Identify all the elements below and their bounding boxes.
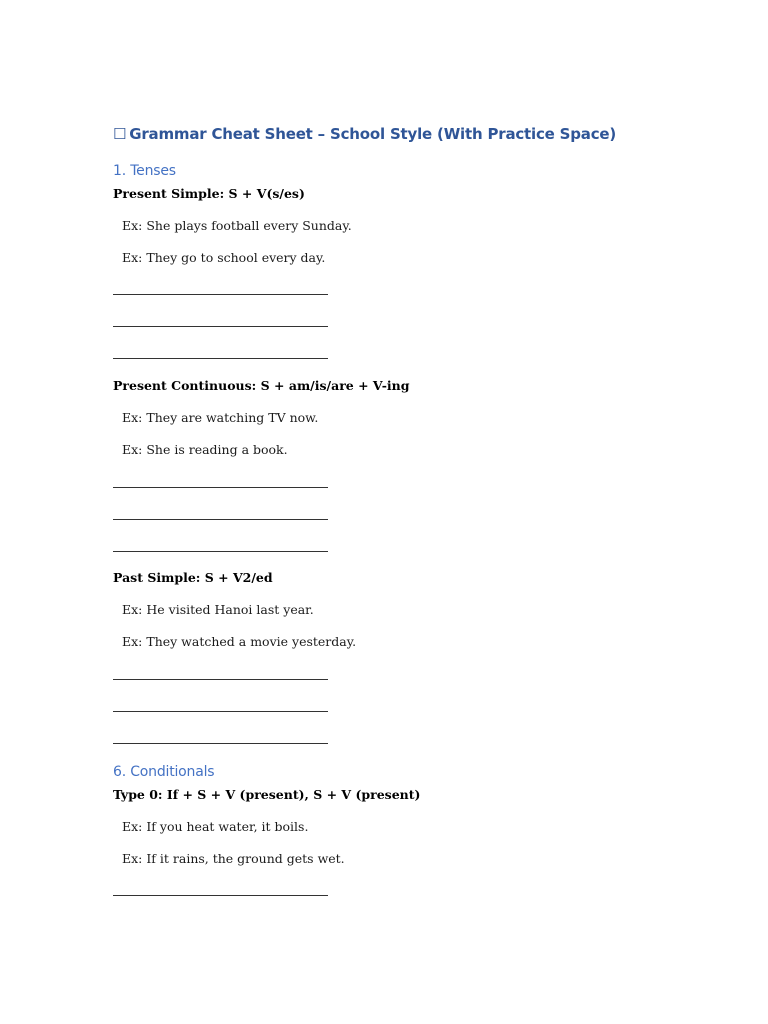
example-line: Ex: She plays football every Sunday. <box>122 218 352 233</box>
example-line: Ex: They are watching TV now. <box>122 410 319 425</box>
example-line: Ex: She is reading a book. <box>122 442 288 457</box>
example-line: Ex: They go to school every day. <box>122 250 326 265</box>
example-line: Ex: If you heat water, it boils. <box>122 819 309 834</box>
example-line: Ex: If it rains, the ground gets wet. <box>122 851 345 866</box>
section-heading-conditionals: 6. Conditionals <box>113 764 215 780</box>
practice-line[interactable] <box>113 358 328 359</box>
document-title-text: Grammar Cheat Sheet – School Style (With Practice Space) <box>129 125 617 143</box>
practice-line[interactable] <box>113 551 328 552</box>
practice-line[interactable] <box>113 487 328 488</box>
practice-line[interactable] <box>113 743 328 744</box>
rule-title-present-continuous: Present Continuous: S + am/is/are + V-ing <box>113 378 410 393</box>
practice-line[interactable] <box>113 711 328 712</box>
rule-title-present-simple: Present Simple: S + V(s/es) <box>113 186 305 201</box>
document-title <box>113 125 616 143</box>
practice-line[interactable] <box>113 679 328 680</box>
section-heading-tenses: 1. Tenses <box>113 163 176 179</box>
practice-line[interactable] <box>113 326 328 327</box>
practice-line[interactable] <box>113 294 328 295</box>
title-glyph-icon: ☐ <box>113 125 127 143</box>
practice-line[interactable] <box>113 519 328 520</box>
example-line: Ex: They watched a movie yesterday. <box>122 634 357 649</box>
example-line: Ex: He visited Hanoi last year. <box>122 602 314 617</box>
rule-title-type-0: Type 0: If + S + V (present), S + V (present) <box>113 787 421 802</box>
practice-line[interactable] <box>113 895 328 896</box>
rule-title-past-simple: Past Simple: S + V2/ed <box>113 570 273 585</box>
